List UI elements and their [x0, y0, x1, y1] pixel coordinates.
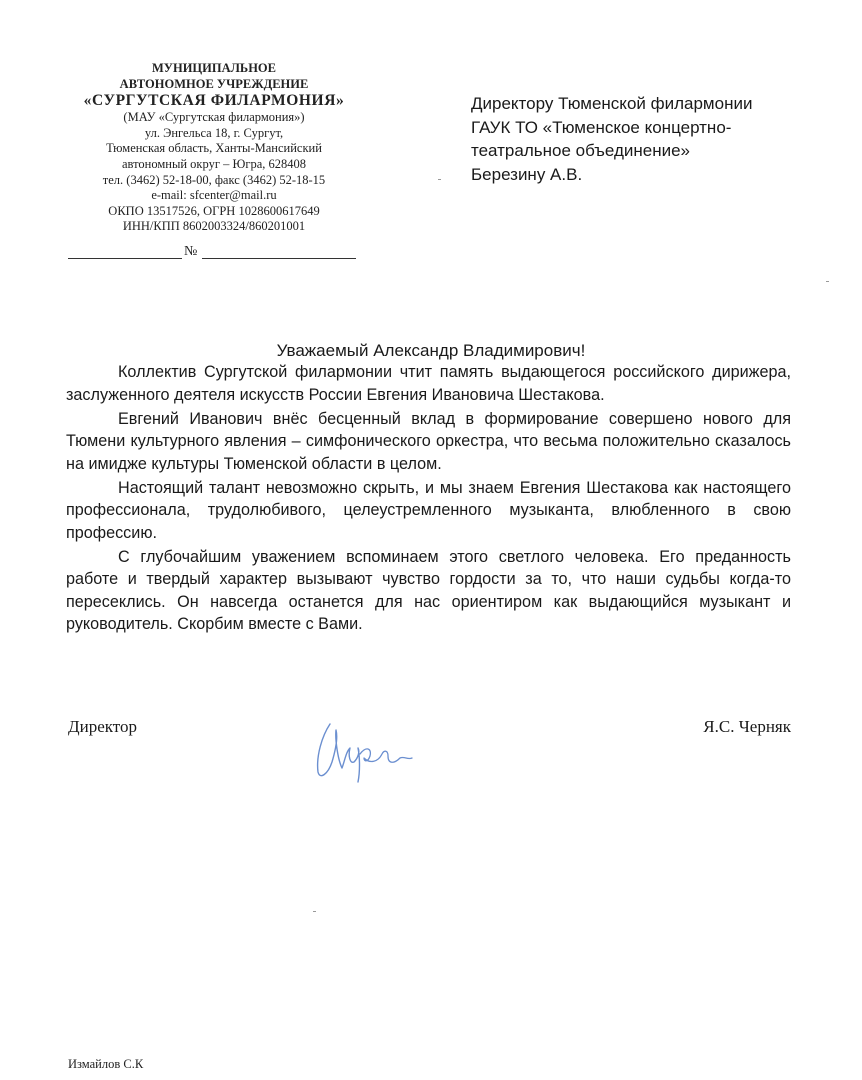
date-blank	[68, 258, 182, 259]
salutation: Уважаемый Александр Владимирович!	[276, 341, 586, 360]
phone-fax: тел. (3462) 52-18-00, факс (3462) 52-18-15	[102, 172, 326, 187]
scan-speck	[438, 179, 441, 180]
number-sign: №	[184, 244, 198, 259]
letterhead-line-1: МУНИЦИПАЛЬНОЕ	[152, 61, 276, 75]
address-line-2: Тюменская область, Ханты-Мансийский	[106, 141, 322, 156]
paragraph-3: Настоящий талант невозможно скрыть, и мы знаем Евгения Шестакова как настоящего профессионала, трудолюбивого, целеустремленного музыканта, влюбленного в свою профессию.	[66, 478, 791, 542]
executor-name: Измайлов С.К	[68, 1057, 144, 1071]
org-short-name: (МАУ «Сургутская филармония»)	[123, 110, 305, 125]
paragraph-1: Коллектив Сургутской филармонии чтит память выдающегося российского дирижера, заслуженного деятеля искусств России Евгения Ивановича Шестакова.	[66, 363, 791, 404]
letterhead	[66, 61, 362, 235]
addressee-line-3: театральное объединение»	[471, 141, 691, 160]
scan-speck	[313, 911, 316, 912]
outgoing-number-line	[68, 244, 358, 264]
handwritten-signature	[308, 716, 428, 786]
email: e-mail: sfcenter@mail.ru	[151, 188, 277, 203]
signatory-role: Директор	[68, 717, 137, 736]
address-line-3: автономный округ – Югра, 628408	[121, 156, 306, 171]
scan-speck	[826, 281, 829, 282]
letter-body	[66, 361, 791, 636]
paragraph-2: Евгений Иванович внёс бесценный вклад в формирование совершено нового для Тюмени культурного явления – симфонического оркестра, что весьма положительно сказалось на имидже культуры Тюменской области в целом.	[66, 409, 791, 473]
signatory-name: Я.С. Черняк	[703, 717, 791, 736]
letterhead-line-2: АВТОНОМНОЕ УЧРЕЖДЕНИЕ	[119, 76, 309, 91]
org-name: «СУРГУТСКАЯ ФИЛАРМОНИЯ»	[83, 92, 345, 110]
number-blank	[202, 258, 356, 259]
addressee-block	[471, 92, 841, 186]
addressee-line-2: ГАУК ТО «Тюменское концертно-	[471, 117, 732, 137]
okpo-ogrn: ОКПО 13517526, ОГРН 1028600617649	[108, 203, 320, 218]
inn-kpp: ИНН/КПП 8602003324/860201001	[122, 219, 306, 234]
addressee-line-1: Директору Тюменской филармонии	[471, 94, 753, 113]
address-line-1: ул. Энгельса 18, г. Сургут,	[144, 125, 284, 140]
addressee-line-4: Березину А.В.	[471, 164, 583, 184]
paragraph-4: С глубочайшим уважением вспоминаем этого светлого человека. Его преданность работе и твердый характер вызывают чувство гордости за то, что наши судьбы когда-то пересеклись. Он навсегда останется для нас ориентиром как выдающийся музыкант и руководитель. Скорбим вместе с Вами.	[66, 547, 791, 633]
